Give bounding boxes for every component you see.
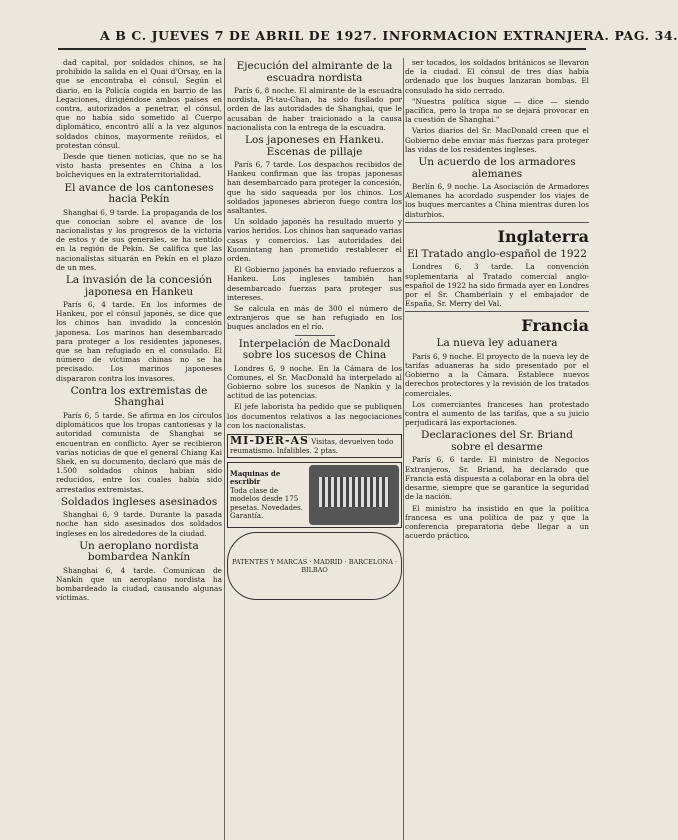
article-paragraph: ser tocados, los soldados británicos se llevaron de la ciudad. El cónsul de tres días había ordenado que los buques lanzaran bombas. El consulado ha sido cerrado. [405, 58, 589, 95]
article-heading: El avance de los cantoneses hacia Pekín [64, 181, 214, 206]
article-heading: Interpelación de MacDonald sobre los sucesos de China [238, 337, 391, 362]
header-rule [58, 48, 586, 50]
article-paragraph: Londres 6, 3 tarde. La convención suplementaria al Tratado comercial anglo-español de 1922 ha sido firmada ayer en Londres por el Sr. Chamberlain y el embajador de España, Sr. Merry del Val. [405, 262, 589, 309]
page-header: A B C. JUEVES 7 DE ABRIL DE 1927. INFORMACION EXTRANJERA. PAG. 34. [100, 28, 678, 43]
advertisement-patents [227, 532, 402, 600]
article-paragraph: París 6, 8 noche. El almirante de la escuadra nordista, Pi-tau-Chan, ha sido fusilado por orden de las autoridades de Shanghai, que le acusaban de haber traicionado a la causa nacionalista con la entrega de la escuadra. [227, 86, 402, 132]
article-paragraph: Varios diarios del Sr. MacDonald creen que el Gobierno debe enviar más fuerzas para proteger las vidas de los residentes ingleses. [405, 126, 589, 154]
article-paragraph: Londres 6, 9 noche. En la Cámara de los Comunes, el Sr. MacDonald ha interpelado al Gobierno sobre los sucesos de Nankín y la actitud de las potencias. [227, 363, 402, 401]
article-paragraph: París 6, 4 tarde. En los informes de Hankeu, por el cónsul japonés, se dice que los chinos han invadido la concesión japonesa. Los marinos han desembarcado para proteger a los residentes japoneses, que se han refugiado en el consulado. El número de víctimas chinas no se ha precisado. Los marinos japoneses dispararon contra los invasores. [56, 300, 222, 383]
ad-title: MI-DER-AS [230, 434, 309, 448]
article-paragraph: Shanghai 6, 4 tarde. Comunican de Nankín que un aeroplano nordista ha bombardeado la ciudad, causando algunas víctimas. [56, 565, 222, 603]
article-paragraph: Un soldado japonés ha resultado muerto y varios heridos. Los chinos han saqueado varias casas y comercios. Las autoridades del Kuomintang han prometido restablecer el orden. [227, 217, 402, 264]
separator [405, 222, 589, 223]
ad-text: Toda clase de modelos desde 175 pesetas. Novedades. Garantía. [230, 486, 303, 521]
article-paragraph: Berlín 6, 9 noche. La Asociación de Armadores Alemanes ha acordado suspender los viajes de los buques mercantes a China mientras duren los disturbios. [405, 182, 589, 219]
article-paragraph: París 6, 6 tarde. El ministro de Negocios Extranjeros, Sr. Briand, ha declarado que Francia está dispuesta a colaborar en la obra del desarme, siempre que se garantice la seguridad de la nación. [405, 455, 589, 502]
article-paragraph: París 6, 9 noche. El proyecto de la nueva ley de tarifas aduaneras ha sido presentado por el Gobierno a la Cámara. Establece nuevos derechos protectores y la revisión de los tratados comerciales. [405, 351, 589, 398]
article-heading: La nueva ley aduanera [436, 337, 558, 350]
separator [295, 335, 335, 336]
article-paragraph: dad capital, por soldados chinos, se ha prohibido la salida en el Quai d'Orsay, en la que se encontraba el cónsul. Según el diario, en la Policía cogida en barrio de las Legaciones, dirigiéndose ambos países en contra, autorizados a penetrar, el cónsul, que no había sido sometido al Cuerpo diplomático, encontró allí a la vez algunos soldados chinos, mayormente reñidos, el protestan cónsul. [56, 58, 222, 150]
column-divider [224, 58, 225, 840]
column-2 [227, 58, 402, 838]
article-heading: Un aeroplano nordista bombardea Nankín [79, 539, 199, 564]
article-heading: La invasión de la concesión japonesa en Hankeu [65, 274, 213, 298]
column-3 [405, 58, 589, 838]
article-heading: El Tratado anglo-español de 1922 [407, 247, 587, 260]
section-heading-inglaterra: Inglaterra [497, 226, 589, 246]
article-paragraph: Los comerciantes franceses han protestado contra el aumento de las tarifas, que a su juicio perjudicará las exportaciones. [405, 399, 589, 428]
article-heading: Los japoneses en Hankeu. Escenas de pillaje [244, 134, 385, 158]
article-heading: Declaraciones del Sr. Briand sobre el desarme [421, 429, 573, 453]
article-paragraph: Shanghai 6, 9 tarde. La propaganda de los que conocían sobre el avance de los nacionalistas y los progresos de la victoria de estos y de sus generales, se ha sentido en la región de Pekín. Se califica que las nacionalistas situarán en Pekín en el plazo de un mes. [56, 207, 222, 272]
ad-text: Visitas, devuelven todo reumatismo. Infalibles. 2 ptas. [230, 438, 394, 455]
section-heading-francia: Francia [521, 316, 589, 336]
column-divider [403, 58, 404, 840]
article-heading: Soldados ingleses asesinados [60, 495, 218, 508]
article-paragraph: Desde que tienen noticias, que no se ha visto hasta presentes en China a los bolcheviques en la extraterritorialidad. [56, 152, 222, 180]
ad-text: PATENTES Y MARCAS · MADRID · BARCELONA · BILBAO [231, 558, 398, 575]
article-paragraph: Shanghai 6, 9 tarde. Durante la pasada noche han sido asesinados dos soldados ingleses en los alrededores de la ciudad. [56, 510, 222, 538]
advertisement-typewriter [227, 462, 402, 528]
typewriter-image [309, 465, 399, 525]
article-paragraph: "Nuestra política sigue — dice — siendo pacífica, pero la tropa no se dejará provocar en la cuestión de Shanghai." [405, 96, 589, 125]
separator [405, 311, 589, 312]
article-paragraph: El jefe laborista ha pedido que se publiquen los documentos relativos a las negociaciones con los nacionalistas. [227, 402, 402, 430]
article-heading: Ejecución del almirante de la escuadra nordista [236, 60, 393, 84]
article-paragraph: El ministro ha insistido en que la política francesa es una política de paz y que la conferencia preparatoria debe llegar a un acuerdo práctico. [405, 503, 589, 541]
article-heading: Un acuerdo de los armadores alemanes [418, 156, 576, 180]
ad-title: Maquinas de escribir [230, 468, 281, 487]
article-paragraph: Se calcula en más de 300 el número de extranjeros que se han refugiado en los buques anclados en el río. [227, 304, 402, 332]
column-1 [56, 58, 222, 838]
article-paragraph: París 6, 5 tarde. Se afirma en los círculos diplomáticos que los tropas cantonesas y la autoridad comunista de Shanghai se encuentran en conflicto. Ayer se recibieron varias noticias de que el general Chiang Kai Shek, en su documento, declaró que más de 1.500 soldados chinos habían sido reducidos, entre los cuales había sido arrestados extremistas. [56, 410, 222, 494]
advertisement-mideras [227, 434, 402, 458]
article-heading: Contra los extremistas de Shanghai [70, 384, 208, 409]
article-paragraph: París 6, 7 tarde. Los despachos recibidos de Hankeu confirman que las tropas japonesas han desembarcado para proteger la concesión, que ha sido saqueada por los chinos. Los soldados japoneses abrieron fuego contra los asaltantes. [227, 160, 402, 216]
article-paragraph: El Gobierno japonés ha enviado refuerzos a Hankeu. Los ingleses también han desembarcado fuerzas para proteger sus intereses. [227, 265, 402, 302]
